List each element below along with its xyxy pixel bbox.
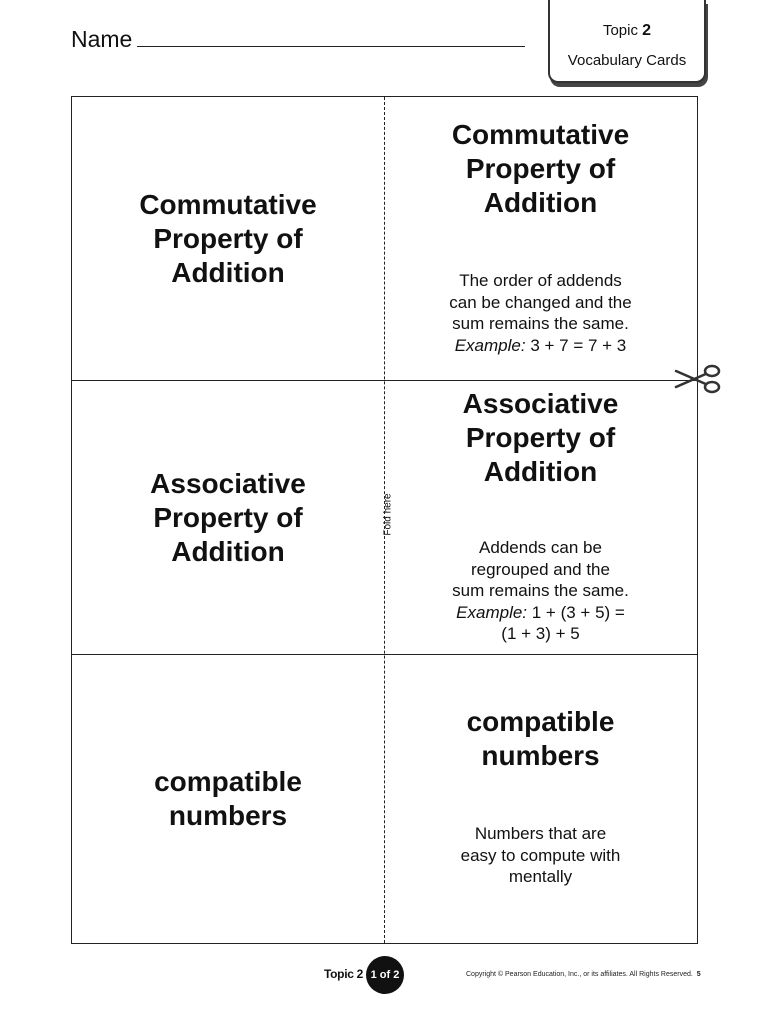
card-front-term: Commutative bbox=[139, 189, 317, 220]
card-back-commutative bbox=[384, 118, 697, 356]
card-front-term: Addition bbox=[171, 536, 285, 567]
card-front-term: compatible bbox=[154, 766, 302, 797]
card-definition: mentally bbox=[508, 867, 573, 886]
card-front-term: Associative bbox=[150, 468, 306, 499]
card-back-term: Associative bbox=[462, 388, 619, 419]
card-front-commutative bbox=[72, 188, 384, 290]
card-back-term: Addition bbox=[483, 456, 598, 487]
name-line[interactable] bbox=[137, 46, 525, 47]
card-back-associative bbox=[384, 387, 697, 645]
cut-line-1 bbox=[72, 380, 697, 381]
example-text: 3 + 7 = 7 + 3 bbox=[525, 335, 627, 355]
cut-line-2 bbox=[72, 654, 697, 655]
card-front-compatible bbox=[72, 765, 384, 833]
card-definition: The order of addends bbox=[459, 271, 622, 290]
copyright bbox=[466, 971, 701, 978]
card-back-term: Addition bbox=[483, 187, 598, 218]
example-text: 1 + (3 + 5) = bbox=[527, 602, 625, 622]
topic-number: 2 bbox=[642, 22, 652, 39]
card-front-term: Addition bbox=[171, 257, 285, 288]
card-definition: can be changed and the bbox=[449, 292, 632, 312]
topic-heading bbox=[550, 22, 704, 40]
example-label: Example: bbox=[456, 602, 528, 622]
card-example-continued: (1 + 3) + 5 bbox=[501, 624, 580, 643]
page-indicator: 1 of 2 bbox=[366, 956, 404, 994]
name-label: Name bbox=[71, 26, 133, 52]
card-back-term: compatible bbox=[466, 706, 615, 737]
topic-label: Topic bbox=[602, 22, 638, 39]
card-back-term: Property of bbox=[465, 153, 616, 184]
fold-here-label: Fold here bbox=[382, 493, 394, 536]
card-definition: sum remains the same. bbox=[452, 314, 629, 333]
topic-subtitle: Vocabulary Cards bbox=[567, 52, 687, 69]
page-number: 5 bbox=[696, 971, 701, 978]
card-definition: regrouped and the bbox=[471, 559, 610, 579]
card-example bbox=[456, 602, 625, 624]
card-definition: easy to compute with bbox=[460, 845, 621, 865]
footer-topic: Topic 2 bbox=[324, 967, 364, 981]
card-front-associative bbox=[72, 467, 384, 569]
copyright-text: Copyright © Pearson Education, Inc., or its affiliates. All Rights Reserved. bbox=[466, 971, 693, 978]
card-front-term: Property of bbox=[153, 223, 303, 254]
card-example bbox=[455, 335, 627, 357]
card-back-term: Property of bbox=[465, 422, 616, 453]
card-front-term: numbers bbox=[168, 800, 288, 831]
card-back-term: Commutative bbox=[451, 119, 630, 150]
topic-tab bbox=[548, 0, 706, 83]
card-definition: sum remains the same. bbox=[452, 581, 629, 600]
card-back-term: numbers bbox=[481, 740, 600, 771]
card-back-compatible bbox=[384, 705, 697, 888]
card-definition: Numbers that are bbox=[474, 824, 607, 843]
example-label: Example: bbox=[454, 335, 526, 355]
card-definition: Addends can be bbox=[479, 538, 602, 557]
scissors-icon bbox=[674, 363, 722, 395]
card-front-term: Property of bbox=[153, 502, 303, 533]
